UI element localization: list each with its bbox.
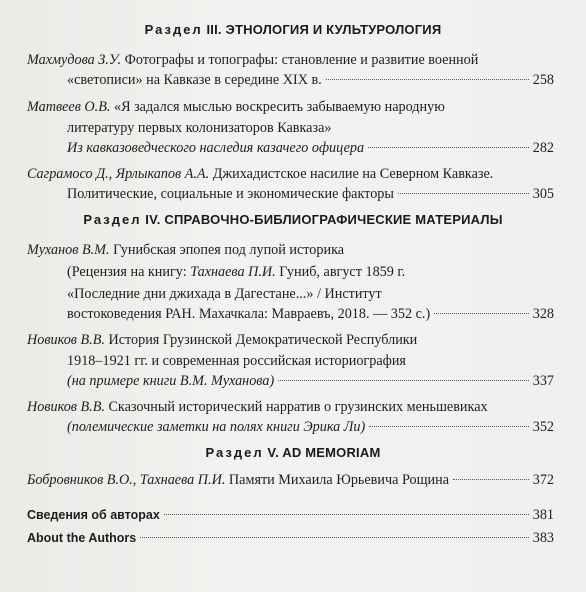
page-number: 372 — [532, 472, 554, 488]
page-number: 305 — [532, 186, 554, 202]
toc-entry-row — [27, 472, 554, 489]
toc-entry-line — [67, 262, 405, 282]
toc-entry-line — [67, 118, 331, 138]
page-number: 282 — [532, 140, 554, 156]
toc-entry-line — [67, 351, 406, 371]
entry-author: Муханов В.М. — [27, 242, 110, 258]
section-title: III. ЭТНОЛОГИЯ И КУЛЬТУРОЛОГИЯ — [206, 22, 442, 37]
page-number: 337 — [532, 373, 554, 389]
entry-author: Новиков В.В. — [27, 332, 105, 348]
toc-entry-line — [27, 50, 478, 70]
toc-entry-row — [67, 140, 554, 157]
entry-title-line: Гуниб, август 1859 г. — [279, 264, 406, 280]
entry-title-line: История Грузинской Демократической Республики — [108, 332, 418, 348]
leader-dots — [434, 313, 529, 314]
toc-entry-line — [27, 97, 445, 117]
page-number: 258 — [532, 72, 554, 88]
entry-author: Бобровников В.О., Тахнаева П.И. — [27, 472, 226, 488]
page-number: 381 — [532, 507, 554, 523]
page-number: 328 — [532, 306, 554, 322]
entry-author: Новиков В.В. — [27, 399, 105, 415]
entry-subtitle: (полемические заметки на полях книги Эрика Ли) — [67, 419, 366, 435]
toc-entry-line — [27, 397, 488, 417]
section-heading-5 — [0, 445, 586, 460]
entry-reviewed-author: Тахнаева П.И. — [190, 264, 276, 280]
entry-author: Махмудова З.У. — [27, 52, 122, 68]
leader-dots — [369, 426, 529, 427]
toc-entry-row — [27, 507, 554, 524]
page-number: 383 — [532, 530, 554, 546]
entry-title-line: 1918–1921 гг. и современная российская историография — [67, 353, 406, 369]
leader-dots — [326, 79, 529, 80]
entry-title-line: Сказочный исторический нарратив о грузинских меньшевиках — [108, 399, 488, 415]
entry-title-line: Фотографы и топографы: становление и развитие военной — [124, 52, 479, 68]
leader-dots — [453, 479, 529, 480]
toc-entry-row — [67, 419, 554, 436]
entry-author: Саграмосо Д., Ярлыкапов А.А. — [27, 166, 210, 182]
leader-dots — [164, 514, 529, 515]
section-label: Раздел — [144, 22, 203, 37]
entry-title-line: «светописи» на Кавказе в середине XIX в. — [67, 72, 322, 88]
entry-author: Матвеев О.В. — [27, 99, 111, 115]
entry-title-line: «Последние дни джихада в Дагестане...» / Институт — [67, 286, 382, 302]
entry-title: About the Authors — [27, 531, 137, 545]
entry-title-line: (Рецензия на книгу: — [67, 264, 187, 280]
page-number: 352 — [532, 419, 554, 435]
toc-entry-row — [67, 72, 554, 89]
entry-title: Сведения об авторах — [27, 508, 160, 522]
entry-subtitle: (на примере книги В.М. Муханова) — [67, 373, 275, 389]
leader-dots — [398, 193, 529, 194]
leader-dots — [368, 147, 529, 148]
entry-title-line: Памяти Михаила Юрьевича Рощина — [228, 472, 449, 488]
toc-entry-line — [27, 240, 344, 260]
toc-entry-row — [67, 306, 554, 323]
section-label: Раздел — [205, 445, 264, 460]
toc-entry-row — [67, 373, 554, 390]
section-heading-4 — [0, 212, 586, 227]
toc-entry-line — [27, 330, 417, 350]
entry-title-line: Политические, социальные и экономические факторы — [67, 186, 394, 202]
entry-title-line: востоковедения РАН. Махачкала: Мавраевъ, 2018. — 352 с.) — [67, 306, 431, 322]
leader-dots — [278, 380, 529, 381]
entry-title-line: литературу первых колонизаторов Кавказа» — [67, 120, 332, 136]
leader-dots — [140, 537, 528, 538]
toc-entry-row — [67, 186, 554, 203]
entry-title-line: «Я задался мыслью воскресить забываемую народную — [113, 99, 445, 115]
section-title: IV. СПРАВОЧНО-БИБЛИОГРАФИЧЕСКИЕ МАТЕРИАЛЫ — [145, 212, 503, 227]
toc-entry-line — [27, 164, 493, 184]
section-label: Раздел — [83, 212, 142, 227]
toc-entry-row — [27, 530, 554, 547]
entry-title-line: Джихадистское насилие на Северном Кавказе. — [212, 166, 494, 182]
entry-subtitle: Из кавказоведческого наследия казачего офицера — [67, 140, 365, 156]
toc-entry-line — [67, 284, 382, 304]
section-title: V. AD MEMORIAM — [267, 445, 381, 460]
entry-title-line: Гунибская эпопея под лупой историка — [113, 242, 345, 258]
entry-text — [27, 472, 449, 489]
section-heading-3 — [0, 22, 586, 37]
